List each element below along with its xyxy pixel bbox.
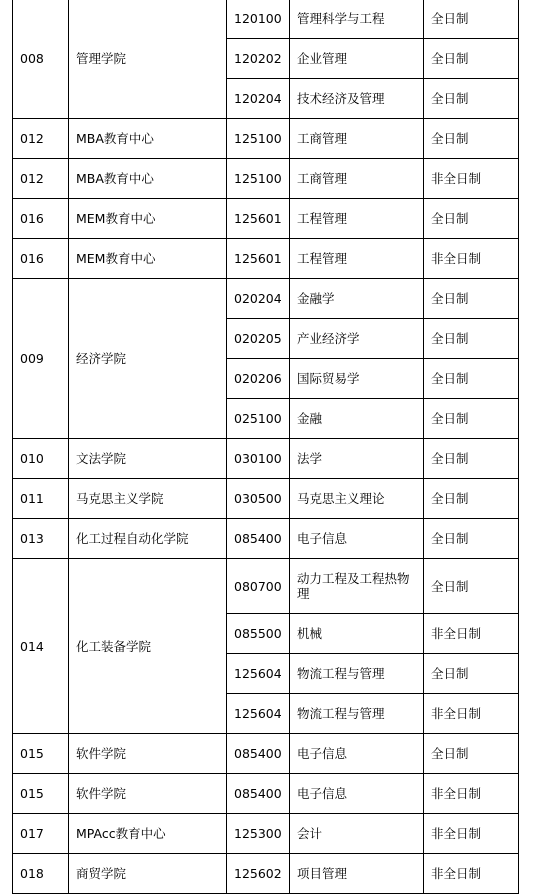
school-name: 文法学院 xyxy=(69,439,227,479)
school-name: 经济学院 xyxy=(69,279,227,439)
major-name: 机械 xyxy=(290,614,424,654)
major-code: 030500 xyxy=(227,479,290,519)
major-name: 电子信息 xyxy=(290,519,424,559)
study-mode: 非全日制 xyxy=(424,814,519,854)
school-code: 016 xyxy=(13,239,69,279)
study-mode: 非全日制 xyxy=(424,854,519,894)
school-code: 016 xyxy=(13,199,69,239)
study-mode: 全日制 xyxy=(424,119,519,159)
major-code: 120100 xyxy=(227,0,290,39)
major-name: 金融学 xyxy=(290,279,424,319)
major-name: 国际贸易学 xyxy=(290,359,424,399)
major-code: 020204 xyxy=(227,279,290,319)
school-code: 011 xyxy=(13,479,69,519)
major-code: 125100 xyxy=(227,119,290,159)
study-mode: 全日制 xyxy=(424,519,519,559)
school-name: MEM教育中心 xyxy=(69,239,227,279)
school-name: 商贸学院 xyxy=(69,854,227,894)
table-row xyxy=(13,119,519,159)
major-code: 085400 xyxy=(227,519,290,559)
school-code: 015 xyxy=(13,774,69,814)
table-row xyxy=(13,854,519,894)
study-mode: 非全日制 xyxy=(424,694,519,734)
major-code: 120204 xyxy=(227,79,290,119)
school-code: 009 xyxy=(13,279,69,439)
study-mode: 全日制 xyxy=(424,439,519,479)
major-code: 085500 xyxy=(227,614,290,654)
study-mode: 全日制 xyxy=(424,199,519,239)
school-code: 017 xyxy=(13,814,69,854)
major-code: 085400 xyxy=(227,734,290,774)
school-name: 软件学院 xyxy=(69,734,227,774)
school-code: 008 xyxy=(13,0,69,119)
major-name: 工程管理 xyxy=(290,239,424,279)
admissions-table xyxy=(12,0,519,894)
school-name: MPAcc教育中心 xyxy=(69,814,227,854)
school-name: 软件学院 xyxy=(69,774,227,814)
major-code: 125601 xyxy=(227,239,290,279)
study-mode: 全日制 xyxy=(424,399,519,439)
major-name: 产业经济学 xyxy=(290,319,424,359)
study-mode: 全日制 xyxy=(424,479,519,519)
school-name: 管理学院 xyxy=(69,0,227,119)
study-mode: 非全日制 xyxy=(424,159,519,199)
study-mode: 非全日制 xyxy=(424,239,519,279)
table-row xyxy=(13,814,519,854)
major-name: 技术经济及管理 xyxy=(290,79,424,119)
table-row xyxy=(13,519,519,559)
major-code: 020206 xyxy=(227,359,290,399)
major-code: 125602 xyxy=(227,854,290,894)
study-mode: 全日制 xyxy=(424,279,519,319)
major-code: 085400 xyxy=(227,774,290,814)
school-code: 013 xyxy=(13,519,69,559)
major-code: 120202 xyxy=(227,39,290,79)
major-code: 080700 xyxy=(227,559,290,614)
table-row xyxy=(13,159,519,199)
table-row xyxy=(13,479,519,519)
major-name: 电子信息 xyxy=(290,774,424,814)
table-row xyxy=(13,734,519,774)
table-row xyxy=(13,279,519,319)
major-code: 025100 xyxy=(227,399,290,439)
table-row xyxy=(13,774,519,814)
major-name: 法学 xyxy=(290,439,424,479)
school-name: MBA教育中心 xyxy=(69,159,227,199)
major-code: 125601 xyxy=(227,199,290,239)
table-row xyxy=(13,559,519,614)
school-name: 化工装备学院 xyxy=(69,559,227,734)
major-name: 管理科学与工程 xyxy=(290,0,424,39)
major-code: 125604 xyxy=(227,694,290,734)
major-name: 马克思主义理论 xyxy=(290,479,424,519)
major-name: 企业管理 xyxy=(290,39,424,79)
school-name: MBA教育中心 xyxy=(69,119,227,159)
table-row xyxy=(13,199,519,239)
school-name: MEM教育中心 xyxy=(69,199,227,239)
major-code: 125300 xyxy=(227,814,290,854)
study-mode: 全日制 xyxy=(424,0,519,39)
major-name: 动力工程及工程热物理 xyxy=(290,559,424,614)
major-name: 工程管理 xyxy=(290,199,424,239)
school-code: 015 xyxy=(13,734,69,774)
table-row xyxy=(13,0,519,39)
major-name: 会计 xyxy=(290,814,424,854)
table-row xyxy=(13,439,519,479)
major-name: 物流工程与管理 xyxy=(290,694,424,734)
study-mode: 全日制 xyxy=(424,654,519,694)
school-name: 马克思主义学院 xyxy=(69,479,227,519)
school-name: 化工过程自动化学院 xyxy=(69,519,227,559)
study-mode: 全日制 xyxy=(424,319,519,359)
major-name: 工商管理 xyxy=(290,119,424,159)
study-mode: 全日制 xyxy=(424,734,519,774)
major-name: 工商管理 xyxy=(290,159,424,199)
school-code: 010 xyxy=(13,439,69,479)
school-code: 012 xyxy=(13,119,69,159)
study-mode: 非全日制 xyxy=(424,774,519,814)
school-code: 018 xyxy=(13,854,69,894)
major-code: 125604 xyxy=(227,654,290,694)
major-name: 电子信息 xyxy=(290,734,424,774)
study-mode: 全日制 xyxy=(424,559,519,614)
table-row xyxy=(13,239,519,279)
major-name: 物流工程与管理 xyxy=(290,654,424,694)
major-code: 030100 xyxy=(227,439,290,479)
major-name: 项目管理 xyxy=(290,854,424,894)
study-mode: 全日制 xyxy=(424,359,519,399)
school-code: 012 xyxy=(13,159,69,199)
school-code: 014 xyxy=(13,559,69,734)
major-name: 金融 xyxy=(290,399,424,439)
major-code: 125100 xyxy=(227,159,290,199)
study-mode: 非全日制 xyxy=(424,614,519,654)
study-mode: 全日制 xyxy=(424,39,519,79)
study-mode: 全日制 xyxy=(424,79,519,119)
major-code: 020205 xyxy=(227,319,290,359)
